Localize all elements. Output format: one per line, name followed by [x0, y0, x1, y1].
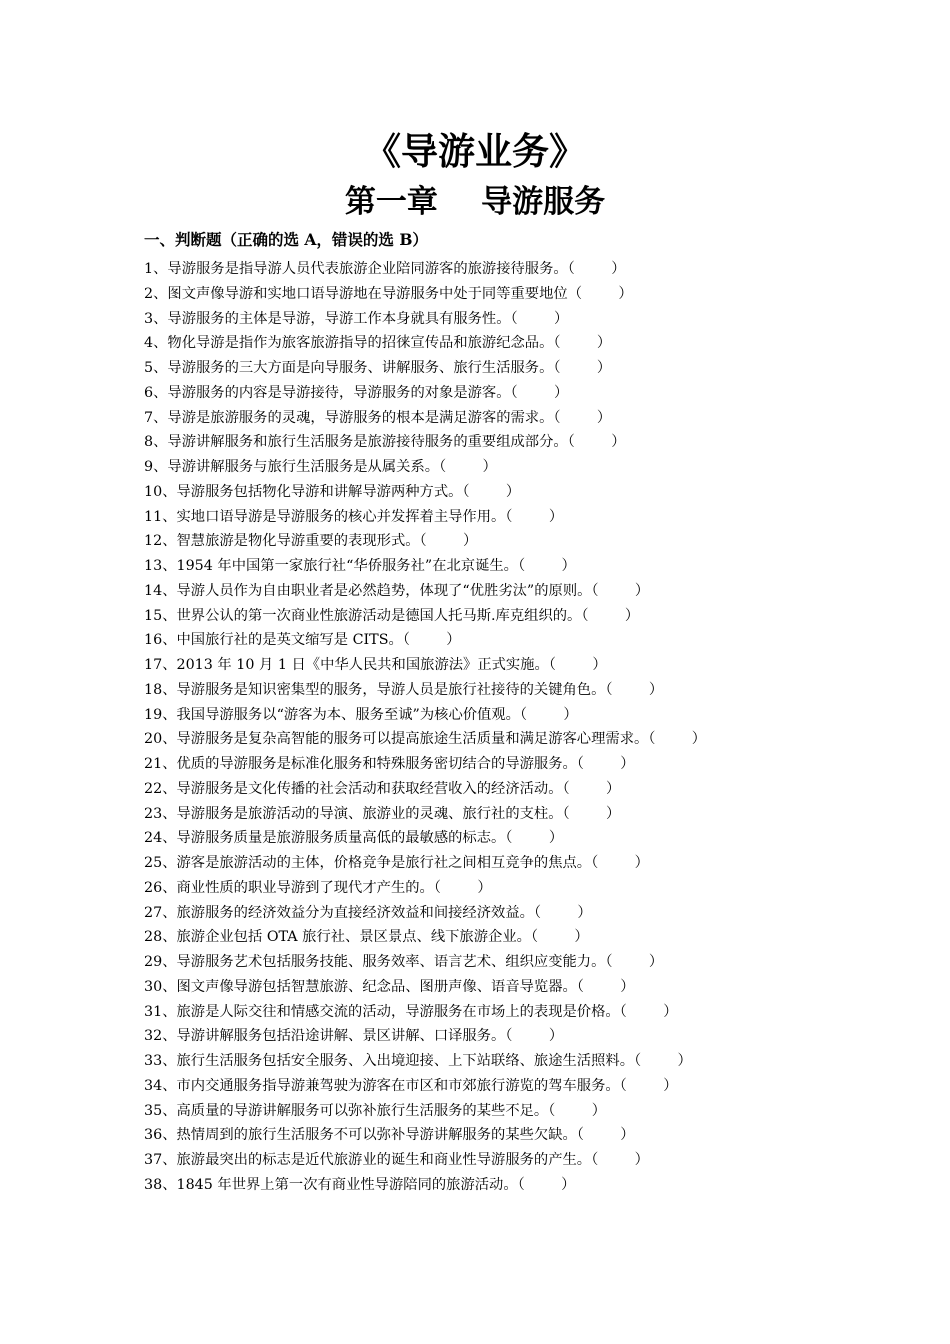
question-item: 26、商业性质的职业导游到了现代才产生的。（ ） [144, 879, 492, 896]
chapter-title: 第一章 导游服务 [344, 184, 606, 220]
question-item: 13、1954 年中国第一家旅行社“华侨服务社”在北京诞生。（ ） [144, 558, 576, 574]
question-item: 8、导游讲解服务和旅行生活服务是旅游接待服务的重要组成部分。（ ） [144, 434, 626, 451]
question-item: 35、高质量的导游讲解服务可以弥补旅行生活服务的某些不足。（ ） [144, 1102, 607, 1119]
question-item: 33、旅行生活服务包括安全服务、入出境迎接、上下站联络、旅途生活照料。（ ） [144, 1053, 692, 1069]
document-title: 《导游业务》 [364, 130, 586, 173]
question-item: 9、导游讲解服务与旅行生活服务是从属关系。（ ） [144, 459, 497, 475]
question-item: 12、智慧旅游是物化导游重要的表现形式。（ ） [144, 533, 478, 550]
question-item: 25、游客是旅游活动的主体，价格竞争是旅行社之间相互竞争的焦点。（ ） [144, 855, 649, 871]
question-item: 21、优质的导游服务是标准化服务和特殊服务密切结合的导游服务。（ ） [144, 756, 635, 772]
question-item: 38、1845 年世界上第一次有商业性导游陪同的旅游活动。（ ） [144, 1176, 576, 1193]
question-item: 5、导游服务的三大方面是向导服务、讲解服务、旅行生活服务。（ ） [144, 360, 612, 376]
question-item: 20、导游服务是复杂高智能的服务可以提高旅途生活质量和满足游客心理需求。（ ） [144, 731, 707, 748]
question-item: 19、我国导游服务以“游客为本、服务至诚”为核心价值观。（ ） [144, 706, 578, 723]
question-item: 11、实地口语导游是导游服务的核心并发挥着主导作用。（ ） [144, 508, 564, 525]
question-list [144, 257, 706, 1198]
question-item: 10、导游服务包括物化导游和讲解导游两种方式。（ ） [144, 483, 521, 500]
question-item: 3、导游服务的主体是导游，导游工作本身就具有服务性。（ ） [144, 310, 569, 327]
question-item: 29、导游服务艺术包括服务技能、服务效率、语言艺术、组织应变能力。（ ） [144, 954, 664, 970]
question-item: 23、导游服务是旅游活动的导演、旅游业的灵魂、旅行社的支柱。（ ） [144, 805, 621, 822]
question-item: 32、导游讲解服务包括沿途讲解、景区讲解、口译服务。（ ） [144, 1028, 564, 1045]
question-item: 30、图文声像导游包括智慧旅游、纪念品、图册声像、语音导览器。（ ） [144, 978, 635, 995]
question-item: 17、2013 年 10 月 1 日《中华人民共和国旅游法》正式实施。（ ） [144, 657, 607, 673]
question-item: 15、世界公认的第一次商业性旅游活动是德国人托马斯.库克组织的。（ ） [144, 607, 640, 624]
question-item: 27、旅游服务的经济效益分为直接经济效益和间接经济效益。（ ） [144, 904, 592, 921]
question-item: 28、旅游企业包括 OTA 旅行社、景区景点、线下旅游企业。（ ） [144, 929, 589, 946]
question-item: 1、导游服务是指导游人员代表旅游企业陪同游客的旅游接待服务。（ ） [144, 261, 626, 277]
question-item: 16、中国旅行社的是英文缩写是 CITS。（ ） [144, 632, 461, 649]
question-item: 24、导游服务质量是旅游服务质量高低的最敏感的标志。（ ） [144, 830, 564, 847]
question-item: 4、物化导游是指作为旅客旅游指导的招徕宣传品和旅游纪念品。（ ） [144, 335, 612, 352]
question-item: 22、导游服务是文化传播的社会活动和获取经营收入的经济活动。（ ） [144, 780, 621, 797]
question-item: 6、导游服务的内容是导游接待，导游服务的对象是游客。（ ） [144, 384, 569, 401]
question-item: 7、导游是旅游服务的灵魂，导游服务的根本是满足游客的需求。（ ） [144, 409, 612, 426]
question-item: 37、旅游最突出的标志是近代旅游业的诞生和商业性导游服务的产生。（ ） [144, 1152, 649, 1168]
question-item: 14、导游人员作为自由职业者是必然趋势，体现了“优胜劣汰”的原则。（ ） [144, 582, 650, 599]
question-item: 18、导游服务是知识密集型的服务，导游人员是旅行社接待的关键角色。（ ） [144, 681, 664, 698]
question-item: 34、市内交通服务指导游兼驾驶为游客在市区和市郊旅行游览的驾车服务。（ ） [144, 1077, 678, 1094]
question-item: 2、图文声像导游和实地口语导游地在导游服务中处于同等重要地位（ ） [144, 285, 633, 302]
section-heading: 一、判断题（正确的选 A，错误的选 B） [144, 230, 428, 249]
question-item: 31、旅游是人际交往和情感交流的活动，导游服务在市场上的表现是价格。（ ） [144, 1003, 678, 1020]
question-item: 36、热情周到的旅行生活服务不可以弥补导游讲解服务的某些欠缺。（ ） [144, 1127, 635, 1144]
